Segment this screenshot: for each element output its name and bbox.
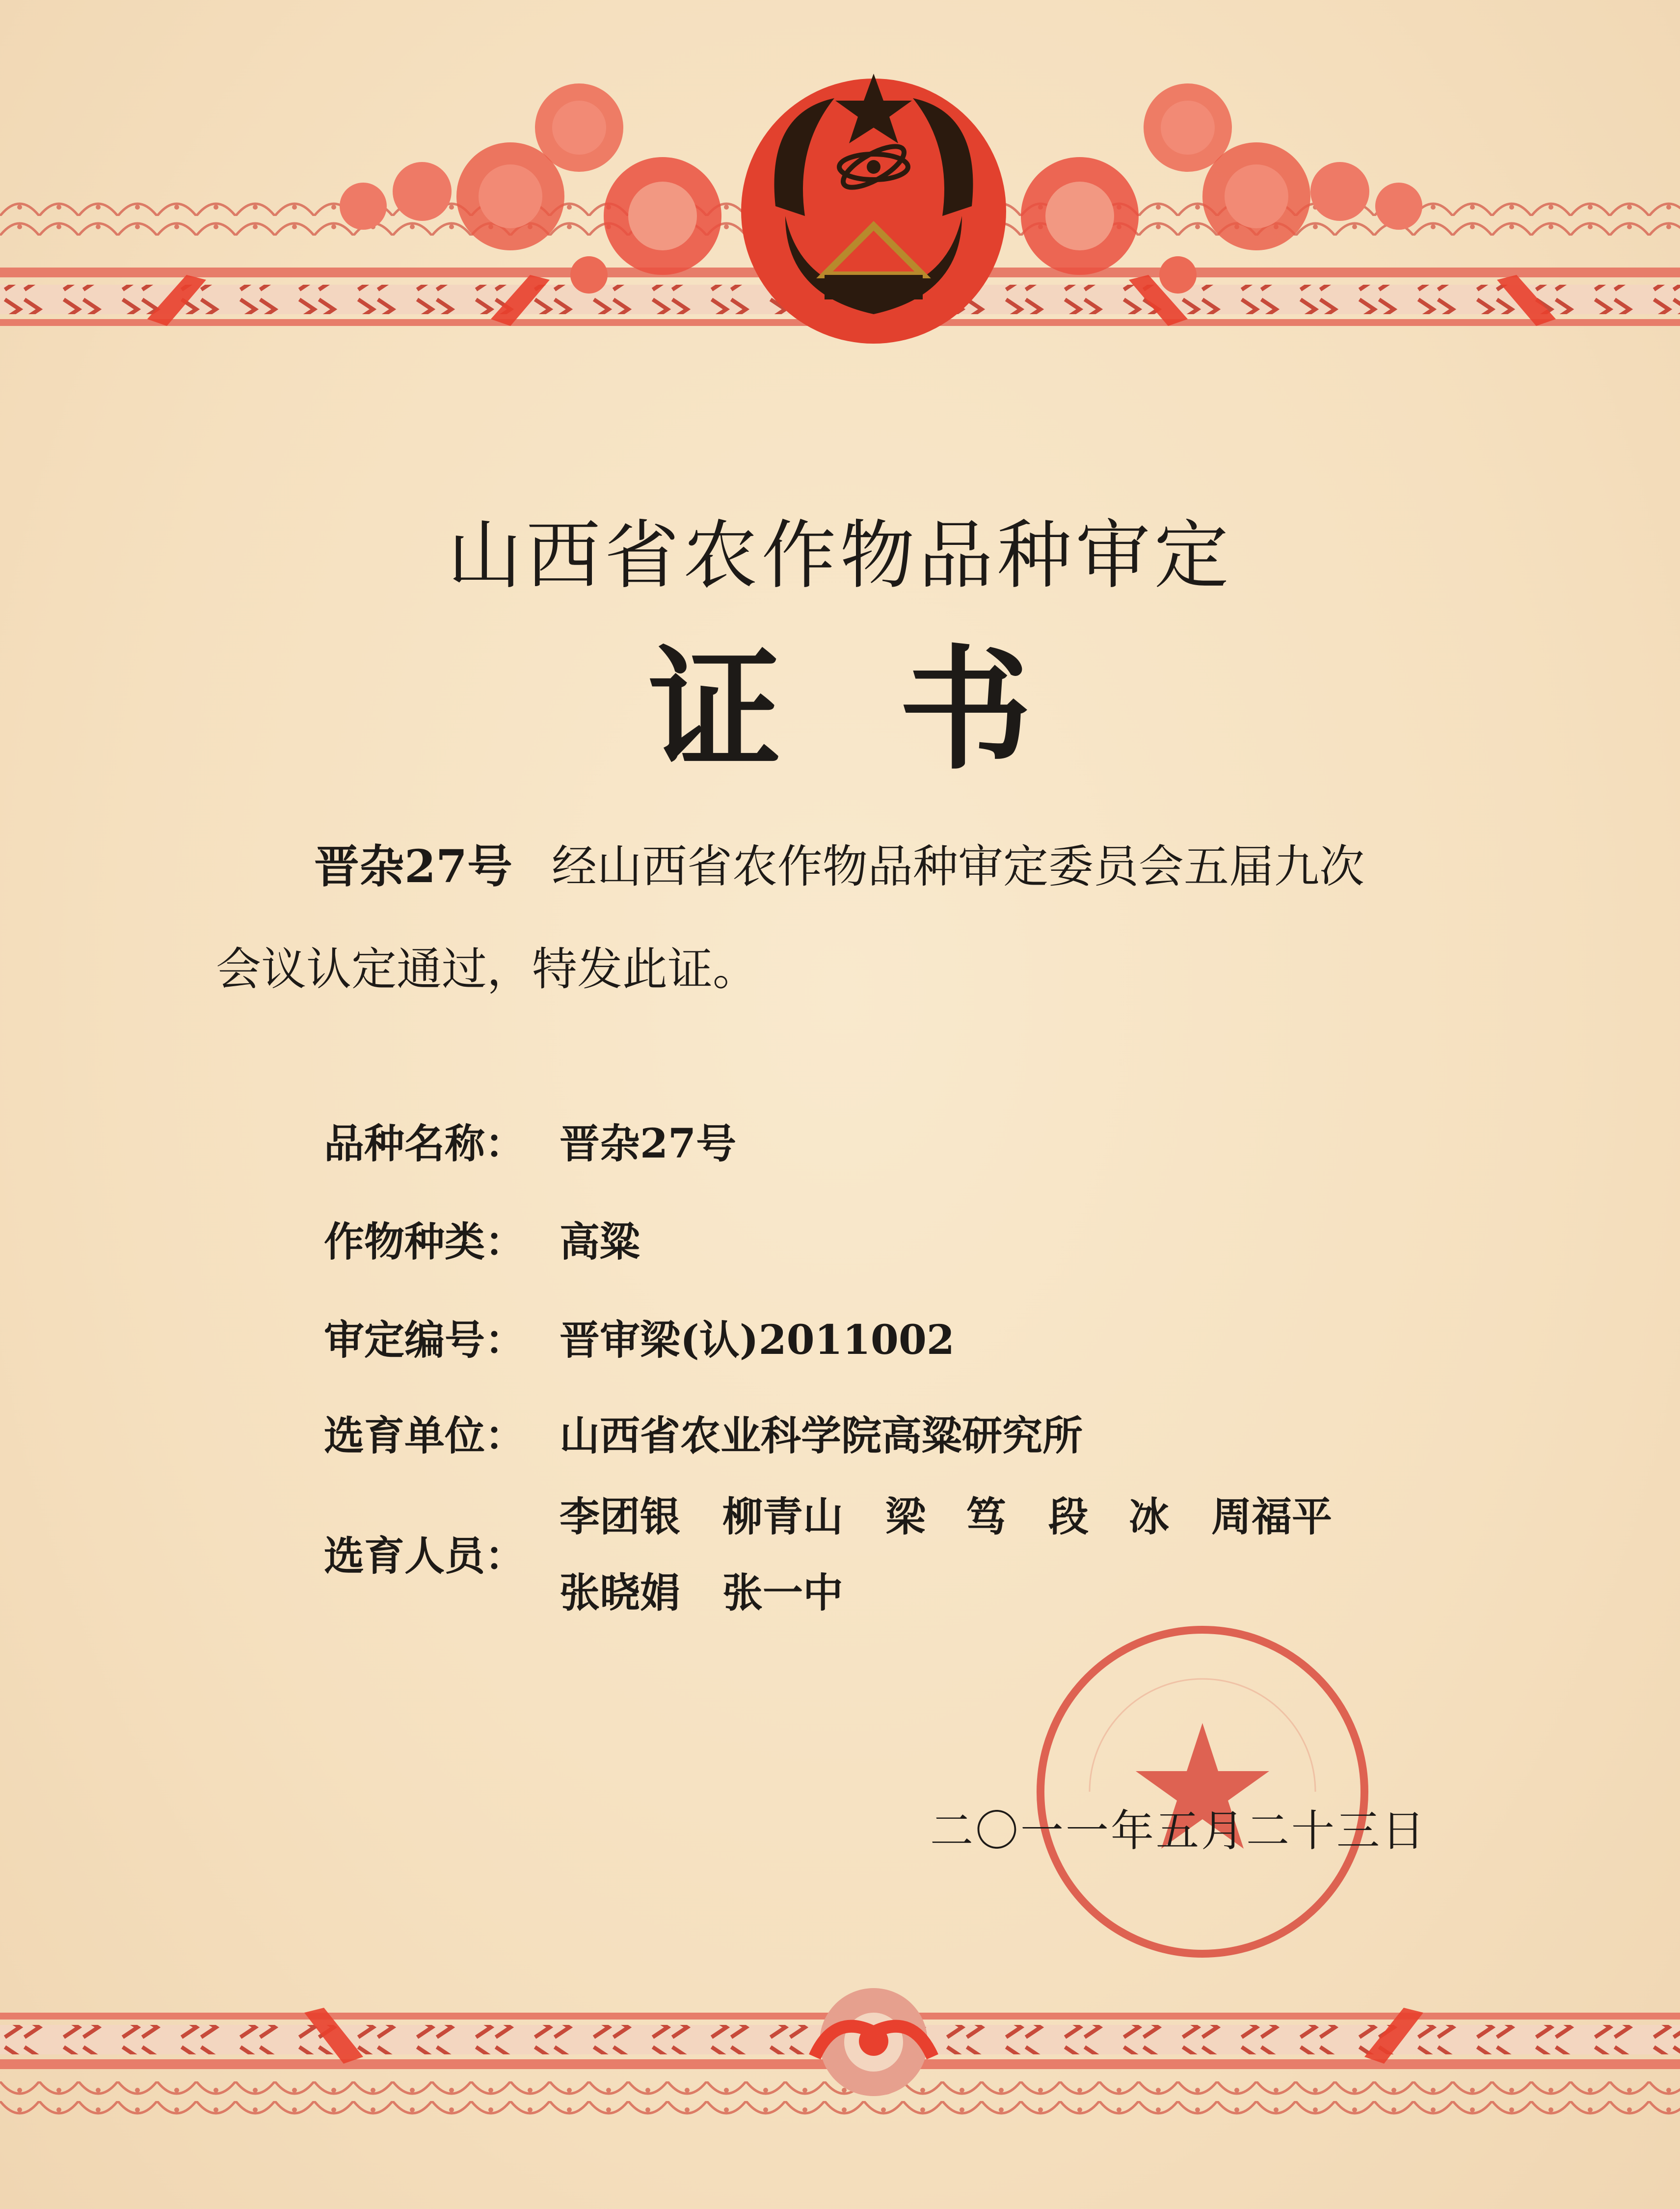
breeders-list-row1	[560, 1492, 1374, 1542]
field-label: 选育人员：	[324, 1533, 526, 1580]
breeders-list-row2	[560, 1568, 885, 1618]
issue-date: 二〇一一年五月二十三日	[930, 1805, 1427, 1856]
field-label: 作物种类：	[324, 1218, 526, 1266]
breeder-name: 张一中	[722, 1569, 844, 1616]
field-variety-name	[324, 1119, 736, 1169]
field-value: 晋审梁(认)2011002	[560, 1317, 955, 1364]
field-value: 晋杂27号	[560, 1120, 737, 1167]
certificate-subtitle	[0, 604, 1680, 794]
field-approval-code	[324, 1316, 955, 1365]
breeder-name: 梁 笃	[885, 1493, 1007, 1540]
breeder-name: 柳青山	[722, 1493, 844, 1540]
field-breeders-label	[324, 1532, 560, 1581]
breeder-name: 李团银	[560, 1493, 681, 1540]
bottom-decorative-border	[0, 1983, 1680, 2189]
registration-number: 晋杂27号	[314, 840, 513, 893]
flower-decor-left	[340, 83, 721, 294]
top-decorative-border	[0, 0, 1680, 344]
field-value: 高粱	[560, 1218, 640, 1266]
field-crop-type	[324, 1217, 640, 1267]
official-seal-icon	[1026, 1615, 1379, 1968]
breeder-name: 段 冰	[1048, 1493, 1170, 1540]
statement-text-1: 经山西省农作物品种审定委员会五届九次	[552, 840, 1365, 893]
breeder-name: 张晓娟	[560, 1569, 681, 1616]
breeder-name: 周福平	[1211, 1493, 1333, 1540]
national-emblem-icon	[741, 74, 1006, 344]
field-breeding-unit	[324, 1411, 1083, 1461]
certificate-statement-line1	[314, 842, 1590, 891]
field-label: 选育单位：	[324, 1412, 526, 1459]
field-label: 审定编号：	[324, 1317, 526, 1364]
subtitle-char-2: 书	[899, 631, 1032, 787]
certificate-title: 山西省农作物品种审定	[447, 512, 1233, 599]
field-value: 山西省农业科学院高粱研究所	[560, 1412, 1083, 1459]
certificate-statement-line2: 会议认定通过，特发此证。	[216, 943, 758, 996]
flower-decor-right	[1021, 83, 1422, 294]
field-label: 品种名称：	[324, 1120, 526, 1167]
subtitle-char-1: 证	[648, 631, 781, 787]
